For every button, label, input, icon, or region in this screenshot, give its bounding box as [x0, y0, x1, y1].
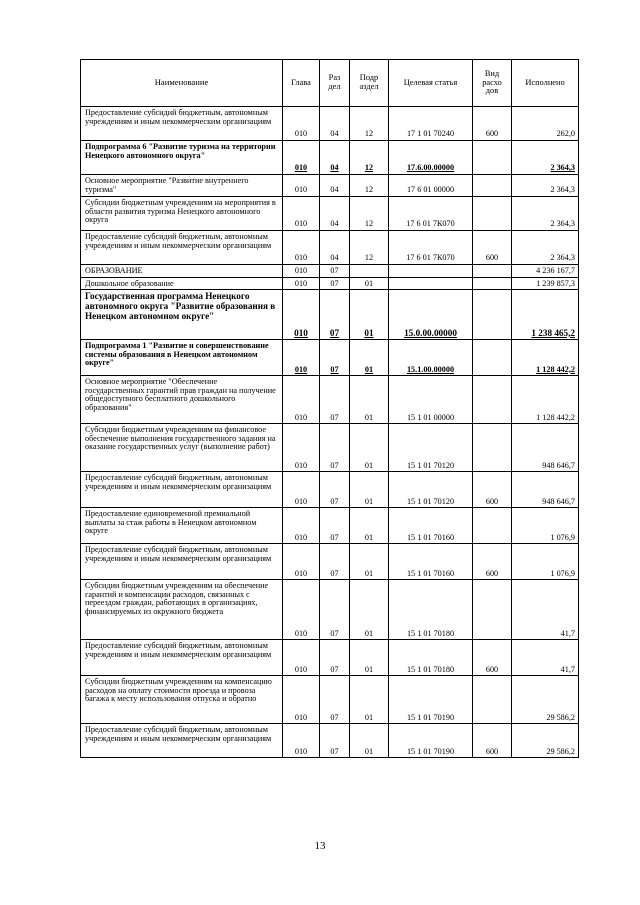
row-amount-cell: 2 364,3 [512, 175, 579, 197]
row-razdel-cell: 07 [320, 508, 350, 544]
row-target-cell: 17 6 01 7К070 [389, 197, 473, 231]
row-name-cell: Основное мероприятие "Обеспечение государственных гарантий прав граждан на получение общедоступного бесплатного дошкольного образования" [81, 376, 283, 424]
row-glava-cell: 010 [283, 197, 320, 231]
header-podrazdel: Подр аздел [350, 60, 389, 107]
row-vid-cell [473, 290, 512, 340]
row-name-cell: Субсидии бюджетным учреждениям на мероприятия в области развития туризма Ненецкого автономного округа [81, 197, 283, 231]
row-razdel-cell: 07 [320, 340, 350, 376]
row-podrazdel-cell: 01 [350, 508, 389, 544]
row-target-cell: 15 1 01 70190 [389, 676, 473, 724]
row-vid-cell [473, 580, 512, 640]
table-row [81, 676, 579, 724]
row-podrazdel-cell: 01 [350, 544, 389, 580]
row-vid-cell [473, 676, 512, 724]
row-target-cell: 17 1 01 70240 [389, 107, 473, 141]
row-vid-cell [473, 265, 512, 278]
table-row [81, 231, 579, 265]
row-glava-cell: 010 [283, 424, 320, 472]
table-body [81, 107, 579, 758]
row-name-cell: Предоставление единовременной премиальной выплаты за стаж работы в Ненецком автономном округе [81, 508, 283, 544]
row-amount-cell: 262,0 [512, 107, 579, 141]
row-vid-cell: 600 [473, 107, 512, 141]
row-razdel-cell: 04 [320, 231, 350, 265]
row-glava-cell: 010 [283, 107, 320, 141]
row-podrazdel-cell: 01 [350, 290, 389, 340]
row-target-cell: 15 1 01 70160 [389, 508, 473, 544]
row-amount-cell: 4 236 167,7 [512, 265, 579, 278]
header-target: Целевая статья [389, 60, 473, 107]
row-amount-cell: 1 076,9 [512, 508, 579, 544]
row-target-cell: 15 1 01 70180 [389, 640, 473, 676]
row-razdel-cell: 07 [320, 265, 350, 278]
row-podrazdel-cell: 01 [350, 340, 389, 376]
row-glava-cell: 010 [283, 290, 320, 340]
header-name: Наименование [81, 60, 283, 107]
table-row [81, 277, 579, 290]
row-vid-cell [473, 340, 512, 376]
header-razdel: Раз дел [320, 60, 350, 107]
row-name-cell: Государственная программа Ненецкого автономного округа "Развитие образования в Ненецком автономном округе" [81, 290, 283, 340]
row-target-cell: 15 1 01 70180 [389, 580, 473, 640]
row-razdel-cell: 07 [320, 724, 350, 758]
row-target-cell: 15 1 01 70160 [389, 544, 473, 580]
row-target-cell: 15 1 01 70120 [389, 472, 473, 508]
row-name-cell: Дошкольное образование [81, 277, 283, 290]
row-amount-cell: 41,7 [512, 640, 579, 676]
row-vid-cell [473, 424, 512, 472]
table-row [81, 107, 579, 141]
table-row [81, 141, 579, 175]
row-glava-cell: 010 [283, 724, 320, 758]
row-target-cell: 17.6.00.00000 [389, 141, 473, 175]
table-row [81, 290, 579, 340]
row-amount-cell: 1 239 857,3 [512, 277, 579, 290]
row-target-cell: 15 1 01 70120 [389, 424, 473, 472]
page-number: 13 [314, 840, 326, 852]
table-row [81, 640, 579, 676]
row-podrazdel-cell: 01 [350, 376, 389, 424]
row-name-cell: Субсидии бюджетным учреждениям на компенсацию расходов на оплату стоимости проезда и провоза багажа к месту использования отпуска и обратно [81, 676, 283, 724]
row-glava-cell: 010 [283, 175, 320, 197]
header-row [81, 60, 579, 107]
row-glava-cell: 010 [283, 340, 320, 376]
row-vid-cell: 600 [473, 640, 512, 676]
row-razdel-cell: 07 [320, 290, 350, 340]
header-amount: Исполнено [512, 60, 579, 107]
row-glava-cell: 010 [283, 376, 320, 424]
row-name-cell: Субсидии бюджетным учреждениям на обеспечение гарантий и компенсации расходов, связанных с переездом граждан, работающих в организациях, финансируемых из окружного бюджета [81, 580, 283, 640]
row-name-cell: Предоставление субсидий бюджетным, автономным учреждениям и иным некоммерческим организациям [81, 107, 283, 141]
row-amount-cell: 1 128 442,2 [512, 376, 579, 424]
row-amount-cell: 2 364,3 [512, 141, 579, 175]
row-podrazdel-cell: 01 [350, 676, 389, 724]
row-target-cell: 15.1.00.00000 [389, 340, 473, 376]
row-vid-cell [473, 376, 512, 424]
row-razdel-cell: 07 [320, 544, 350, 580]
table-row [81, 424, 579, 472]
row-amount-cell: 948 646,7 [512, 424, 579, 472]
row-razdel-cell: 07 [320, 676, 350, 724]
header-vid: Вид расхо дов [473, 60, 512, 107]
row-amount-cell: 1 128 442,2 [512, 340, 579, 376]
row-glava-cell: 010 [283, 580, 320, 640]
row-podrazdel-cell: 01 [350, 640, 389, 676]
row-vid-cell: 600 [473, 472, 512, 508]
row-podrazdel-cell: 12 [350, 141, 389, 175]
row-vid-cell: 600 [473, 724, 512, 758]
table-row [81, 265, 579, 278]
row-vid-cell [473, 175, 512, 197]
row-glava-cell: 010 [283, 277, 320, 290]
row-razdel-cell: 07 [320, 580, 350, 640]
row-glava-cell: 010 [283, 676, 320, 724]
table-row [81, 544, 579, 580]
row-target-cell: 15.0.00.00000 [389, 290, 473, 340]
row-amount-cell: 41,7 [512, 580, 579, 640]
row-name-cell: Предоставление субсидий бюджетным, автономным учреждениям и иным некоммерческим организациям [81, 640, 283, 676]
row-glava-cell: 010 [283, 508, 320, 544]
table-row [81, 724, 579, 758]
row-amount-cell: 29 586,2 [512, 724, 579, 758]
row-razdel-cell: 07 [320, 424, 350, 472]
row-target-cell [389, 265, 473, 278]
row-podrazdel-cell: 01 [350, 424, 389, 472]
row-name-cell: ОБРАЗОВАНИЕ [81, 265, 283, 278]
row-amount-cell: 2 364,3 [512, 197, 579, 231]
row-target-cell: 15 1 01 00000 [389, 376, 473, 424]
row-name-cell: Подпрограмма 6 "Развитие туризма на территории Ненецкого автономного округа" [81, 141, 283, 175]
table-row [81, 175, 579, 197]
row-vid-cell [473, 508, 512, 544]
row-razdel-cell: 07 [320, 277, 350, 290]
row-razdel-cell: 07 [320, 376, 350, 424]
row-podrazdel-cell: 01 [350, 472, 389, 508]
row-razdel-cell: 07 [320, 472, 350, 508]
row-razdel-cell: 07 [320, 640, 350, 676]
row-razdel-cell: 04 [320, 141, 350, 175]
row-glava-cell: 010 [283, 265, 320, 278]
row-glava-cell: 010 [283, 141, 320, 175]
row-vid-cell: 600 [473, 544, 512, 580]
row-vid-cell [473, 141, 512, 175]
row-amount-cell: 1 238 465,2 [512, 290, 579, 340]
row-name-cell: Предоставление субсидий бюджетным, автономным учреждениям и иным некоммерческим организациям [81, 231, 283, 265]
row-amount-cell: 1 076,9 [512, 544, 579, 580]
table-row [81, 580, 579, 640]
row-glava-cell: 010 [283, 472, 320, 508]
row-amount-cell: 2 364,3 [512, 231, 579, 265]
row-vid-cell: 600 [473, 231, 512, 265]
row-target-cell: 17 6 01 00000 [389, 175, 473, 197]
row-name-cell: Основное мероприятие "Развитие внутреннего туризма" [81, 175, 283, 197]
row-glava-cell: 010 [283, 544, 320, 580]
row-podrazdel-cell: 12 [350, 231, 389, 265]
row-glava-cell: 010 [283, 231, 320, 265]
table-row [81, 508, 579, 544]
row-podrazdel-cell: 01 [350, 724, 389, 758]
table-row [81, 340, 579, 376]
row-podrazdel-cell [350, 265, 389, 278]
row-razdel-cell: 04 [320, 107, 350, 141]
row-glava-cell: 010 [283, 640, 320, 676]
row-vid-cell [473, 197, 512, 231]
row-amount-cell: 948 646,7 [512, 472, 579, 508]
row-target-cell: 17 6 01 7К070 [389, 231, 473, 265]
row-podrazdel-cell: 12 [350, 197, 389, 231]
row-podrazdel-cell: 12 [350, 107, 389, 141]
row-name-cell: Предоставление субсидий бюджетным, автономным учреждениям и иным некоммерческим организациям [81, 544, 283, 580]
table-row [81, 197, 579, 231]
row-name-cell: Предоставление субсидий бюджетным, автономным учреждениям и иным некоммерческим организациям [81, 724, 283, 758]
row-podrazdel-cell: 01 [350, 580, 389, 640]
row-name-cell: Подпрограмма 1 "Развитие и совершенствование системы образования в Ненецком автономном округе" [81, 340, 283, 376]
header-glava: Глава [283, 60, 320, 107]
row-vid-cell [473, 277, 512, 290]
row-podrazdel-cell: 12 [350, 175, 389, 197]
table-row [81, 472, 579, 508]
row-razdel-cell: 04 [320, 175, 350, 197]
row-razdel-cell: 04 [320, 197, 350, 231]
row-target-cell [389, 277, 473, 290]
table-row [81, 376, 579, 424]
row-amount-cell: 29 586,2 [512, 676, 579, 724]
expenditure-table [80, 59, 579, 758]
row-name-cell: Предоставление субсидий бюджетным, автономным учреждениям и иным некоммерческим организациям [81, 472, 283, 508]
row-podrazdel-cell: 01 [350, 277, 389, 290]
row-name-cell: Субсидии бюджетным учреждениям на финансовое обеспечение выполнения государственного задания на оказание государственных услуг (выполнение работ) [81, 424, 283, 472]
row-target-cell: 15 1 01 70190 [389, 724, 473, 758]
